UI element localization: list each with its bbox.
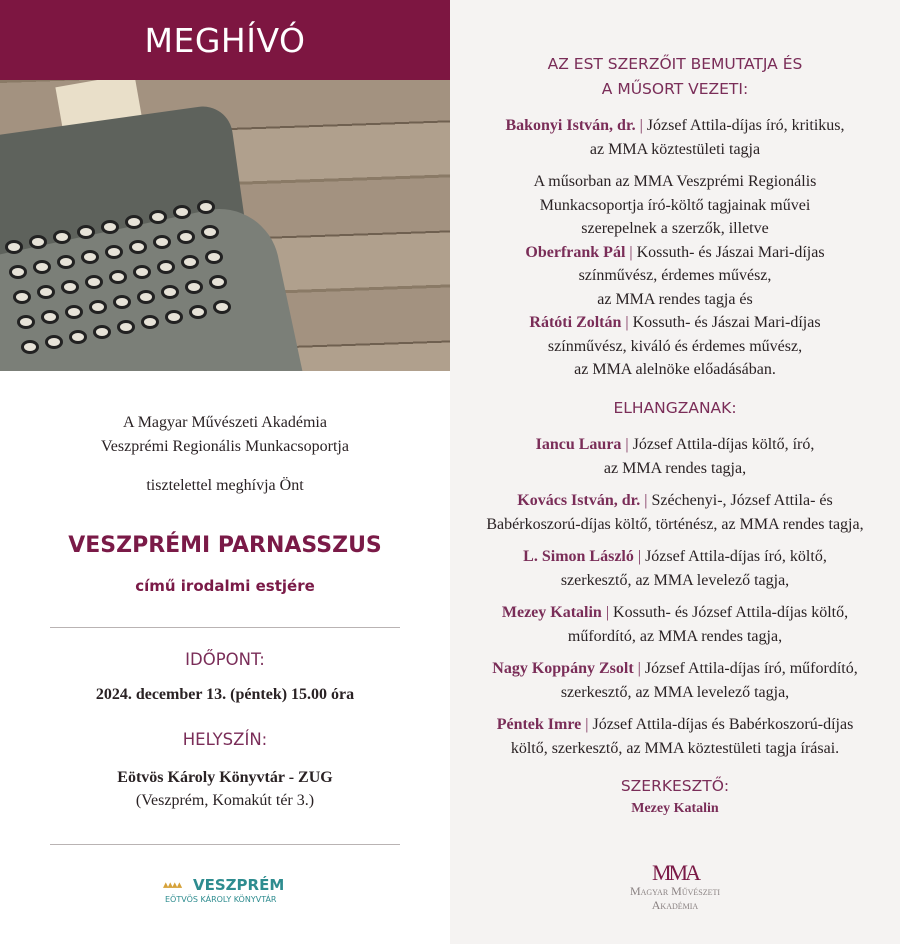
line-text: Munkacsoportja író-költő tagjainak művei bbox=[539, 196, 811, 214]
text-line bbox=[450, 681, 900, 705]
section-heading: A MŰSORT VEZETI: bbox=[601, 79, 749, 98]
event-subtitle: című irodalmi estjére bbox=[135, 577, 315, 595]
typewriter-key bbox=[37, 285, 55, 299]
text-line bbox=[450, 569, 900, 593]
program-content bbox=[450, 52, 900, 833]
line-text: színművész, érdemes művész, bbox=[578, 267, 772, 284]
typewriter-key bbox=[109, 270, 127, 284]
line-text: költő, szerkesztő, az MMA köztestületi tagja írásai. bbox=[510, 739, 840, 757]
line-text: Kossuth- és Jászai Mari-díjas bbox=[636, 243, 825, 261]
line-text: Babérkoszorú-díjas költő, történész, az MMA rendes tagja, bbox=[486, 515, 864, 533]
typewriter-key bbox=[149, 210, 167, 224]
time-value: 2024. december 13. (péntek) 15.00 óra bbox=[95, 686, 355, 703]
line-text: színművész, kiváló és érdemes művész, bbox=[547, 337, 803, 355]
text-line bbox=[450, 194, 900, 218]
text-line bbox=[450, 170, 900, 194]
typewriter-key bbox=[165, 310, 183, 324]
separator: | bbox=[637, 660, 641, 677]
typewriter-key bbox=[81, 250, 99, 264]
typewriter-key bbox=[177, 230, 195, 244]
place-name: Eötvös Károly Könyvtár - ZUG bbox=[117, 769, 333, 786]
text-line bbox=[450, 433, 900, 457]
org-line-2: Veszprémi Regionális Munkacsoportja bbox=[101, 438, 349, 455]
typewriter-key bbox=[5, 240, 23, 254]
typewriter-key bbox=[201, 225, 219, 239]
text-line bbox=[450, 489, 900, 513]
person-name: Iancu Laura bbox=[535, 436, 622, 453]
line-text: műfordító, az MMA rendes tagja, bbox=[567, 627, 783, 645]
text-line bbox=[450, 335, 900, 359]
typewriter-key bbox=[13, 290, 31, 304]
typewriter-key bbox=[161, 285, 179, 299]
line-text: Széchenyi-, József Attila- és bbox=[651, 492, 833, 509]
typewriter-key bbox=[9, 265, 27, 279]
text-line bbox=[450, 625, 900, 649]
text-line bbox=[450, 311, 900, 335]
typewriter-key bbox=[33, 260, 51, 274]
person-name: Nagy Koppány Zsolt bbox=[492, 660, 634, 677]
text-line bbox=[450, 241, 900, 265]
person-name: Kovács István, dr. bbox=[517, 492, 641, 509]
typewriter-key bbox=[65, 305, 83, 319]
typewriter-key bbox=[41, 310, 59, 324]
line-text: az MMA alelnöke előadásában. bbox=[574, 361, 776, 378]
text-line bbox=[450, 358, 900, 382]
line-text: az MMA köztestületi tagja bbox=[589, 140, 761, 158]
program-group bbox=[450, 396, 900, 421]
text-line bbox=[450, 457, 900, 481]
editor-name: Mezey Katalin bbox=[631, 800, 719, 816]
person-name: Mezey Katalin bbox=[501, 604, 602, 621]
program-group bbox=[450, 52, 900, 101]
line-text: szerkesztő, az MMA levelező tagja, bbox=[560, 571, 790, 589]
line-text: az MMA rendes tagja, bbox=[603, 459, 747, 477]
typewriter-key bbox=[157, 260, 175, 274]
typewriter-key bbox=[141, 315, 159, 329]
typewriter-key bbox=[57, 255, 75, 269]
text-line bbox=[450, 601, 900, 625]
text-line bbox=[450, 138, 900, 162]
separator: | bbox=[644, 492, 648, 509]
separator: | bbox=[605, 604, 610, 621]
typewriter-key bbox=[93, 325, 111, 339]
line-text: József Attila-díjas író, műfordító, bbox=[644, 660, 858, 677]
line-text: az MMA rendes tagja és bbox=[597, 290, 753, 308]
header-title: MEGHÍVÓ bbox=[0, 0, 450, 80]
typewriter-key bbox=[181, 255, 199, 269]
separator: | bbox=[585, 716, 589, 733]
person-name: L. Simon László bbox=[523, 548, 634, 565]
typewriter-key bbox=[113, 295, 131, 309]
person-name: Bakonyi István, dr. bbox=[505, 117, 636, 134]
person-name: Rátóti Zoltán bbox=[529, 314, 622, 331]
typewriter-key bbox=[125, 215, 143, 229]
typewriter-key bbox=[209, 275, 227, 289]
separator: | bbox=[629, 243, 633, 261]
program-group bbox=[450, 170, 900, 382]
person-name: Oberfrank Pál bbox=[525, 243, 626, 261]
line-text: szerepelnek a szerzők, illetve bbox=[581, 220, 769, 237]
typewriter-key bbox=[185, 280, 203, 294]
text-line bbox=[450, 264, 900, 288]
section-heading: ELHANGZANAK: bbox=[613, 398, 737, 417]
typewriter-key bbox=[137, 290, 155, 304]
line-text: József Attila-díjas író, költő, bbox=[645, 548, 827, 565]
separator: | bbox=[625, 436, 629, 453]
typewriter-key bbox=[53, 230, 71, 244]
typewriter-key bbox=[133, 265, 151, 279]
typewriter-key bbox=[77, 225, 95, 239]
typewriter-key bbox=[197, 200, 215, 214]
typewriter-key bbox=[129, 240, 147, 254]
typewriter-key bbox=[89, 300, 107, 314]
typewriter-key bbox=[101, 220, 119, 234]
text-line bbox=[450, 545, 900, 569]
line-text: József Attila-díjas és Babérkoszorú-díjas bbox=[592, 716, 854, 733]
typewriter-key bbox=[29, 235, 47, 249]
line-text: József Attila-díjas író, kritikus, bbox=[646, 117, 845, 134]
typewriter-key bbox=[61, 280, 79, 294]
typewriter-key bbox=[105, 245, 123, 259]
typewriter-key bbox=[85, 275, 103, 289]
typewriter-key bbox=[21, 340, 39, 354]
section-heading: AZ EST SZERZŐIT BEMUTATJA ÉS bbox=[547, 55, 803, 73]
mma-logo: MMA Magyar Művészeti Akadémia bbox=[629, 860, 721, 912]
text-line bbox=[450, 713, 900, 737]
separator: | bbox=[625, 314, 629, 331]
org-line-1: A Magyar Művészeti Akadémia bbox=[123, 414, 327, 431]
line-text: szerkesztő, az MMA levelező tagja, bbox=[560, 683, 790, 701]
program-group bbox=[450, 433, 900, 480]
line-text: Kossuth- és Jászai Mari-díjas bbox=[632, 314, 821, 331]
place-address: (Veszprém, Komakút tér 3.) bbox=[135, 792, 315, 809]
text-line bbox=[450, 288, 900, 312]
separator: | bbox=[639, 117, 643, 134]
left-panel: MEGHÍVÓ A Magyar Művészeti Akadémia Veszprémi Regionális Munkacsoportja tisztelettel meghívja Önt VESZPRÉMI PARNASSZUS című irodalmi estjére IDŐPONT: 2024. december 13. (péntek) 15.00 óra HELYSZÍN: Eötvös Károly Könyvtár - ZUG (Veszprém, Komakút tér 3.) ▴▴▴▴ VESZPRÉM EÖTVÖS KÁROLY KÖNYVTÁR bbox=[0, 0, 450, 944]
section-heading: SZERKESZTŐ: bbox=[620, 777, 730, 795]
program-group bbox=[450, 601, 900, 648]
typewriter-key bbox=[69, 330, 87, 344]
typewriter-key bbox=[117, 320, 135, 334]
crown-icon: ▴▴▴▴ bbox=[163, 879, 182, 891]
program-group bbox=[450, 114, 900, 161]
line-text: József Attila-díjas költő, író, bbox=[632, 436, 815, 453]
line-text: Kossuth- és József Attila-díjas költő, bbox=[613, 604, 849, 621]
typewriter-key bbox=[45, 335, 63, 349]
right-panel bbox=[450, 0, 900, 944]
text-line bbox=[450, 657, 900, 681]
typewriter-key bbox=[173, 205, 191, 219]
text-line bbox=[450, 114, 900, 138]
program-group bbox=[450, 545, 900, 592]
event-title: VESZPRÉMI PARNASSZUS bbox=[68, 533, 382, 558]
typewriter-key bbox=[153, 235, 171, 249]
place-label: HELYSZÍN: bbox=[182, 730, 268, 749]
person-name: Péntek Imre bbox=[496, 716, 582, 733]
typewriter-key bbox=[189, 305, 207, 319]
text-line bbox=[450, 737, 900, 761]
program-group bbox=[450, 713, 900, 760]
separator: | bbox=[637, 548, 642, 565]
text-line bbox=[450, 513, 900, 537]
program-group bbox=[450, 774, 900, 820]
divider bbox=[50, 844, 400, 845]
divider bbox=[50, 627, 400, 628]
typewriter-key bbox=[205, 250, 223, 264]
line-text: A műsorban az MMA Veszprémi Regionális bbox=[533, 173, 817, 190]
typewriter-photo bbox=[0, 80, 450, 371]
program-group bbox=[450, 489, 900, 536]
text-line bbox=[450, 217, 900, 241]
time-label: IDŐPONT: bbox=[185, 650, 265, 669]
program-group bbox=[450, 657, 900, 704]
typewriter-key bbox=[17, 315, 35, 329]
invite-text: tisztelettel meghívja Önt bbox=[146, 477, 304, 494]
typewriter-key bbox=[213, 300, 231, 314]
